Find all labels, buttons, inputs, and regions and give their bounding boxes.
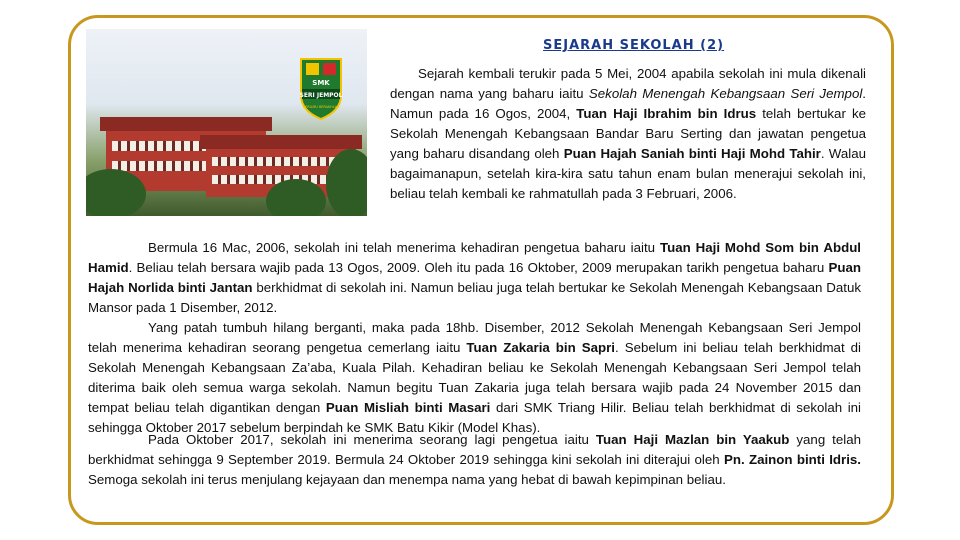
person-name: Puan Hajah Saniah binti Haji Mohd Tahir <box>563 146 821 161</box>
crest-top-text: SMK <box>312 79 330 87</box>
paragraph-4: Pada Oktober 2017, sekolah ini menerima seorang lagi pengetua iaitu Tuan Haji Mazlan bin Yaakub yang telah berkhidmat sehingga 9 September 2019. Bermula 24 Oktober 2019 sehingga kini sekolah ini diterajui oleh Pn. Zainon binti Idris. Semoga sekolah ini terus menjulang kejayaan dan menempa nama yang hebat di bawah kepimpinan beliau. <box>88 432 861 487</box>
crest-motto: BERILMU BERAKHLAK <box>302 105 340 109</box>
school-crest-icon <box>298 55 344 121</box>
building-roof-left <box>100 117 272 131</box>
person-name: Puan Hajah Norlida binti Jantan <box>88 260 861 295</box>
paragraph-3: Yang patah tumbuh hilang berganti, maka pada 18hb. Disember, 2012 Sekolah Menengah Kebangsaan Seri Jempol telah menerima kehadiran seorang pengetua cemerlang iaitu Tuan Zakaria bin Sapri. Sebelum ini beliau telah berkhidmat di Sekolah Menengah Kebangsaan Za’aba, Kuala Pilah. Kehadiran beliau ke Sekolah Menengah Kebangsaan Seri Jempol telah diterima baik oleh semua warga sekolah. Namun begitu Tuan Zakaria juga telah bersara wajib pada 24 November 2015 dan tempat beliau telah digantikan dengan Puan Misliah binti Masari dari SMK Triang Hilir. Beliau telah berkhidmat di sekolah ini sehingga Oktober 2017 sebelum berpindah ke SMK Batu Kikir (Model Khas). <box>88 320 862 435</box>
school-photo <box>86 29 367 216</box>
school-name: Sekolah Menengah Kebangsaan Seri Jempol <box>588 86 863 101</box>
person-name: Pn. Zainon binti Idris. <box>723 452 861 467</box>
person-name: Tuan Haji Ibrahim bin Idrus <box>576 106 757 121</box>
tree <box>326 149 367 216</box>
paragraph-1: Sejarah kembali terukir pada 5 Mei, 2004 apabila sekolah ini mula dikenali dengan nama yang baharu iaitu Sekolah Menengah Kebangsaan Seri Jempol. Namun pada 16 Ogos, 2004, Tuan Haji Ibrahim bin Idrus telah bertukar ke Sekolah Menengah Kebangsaan Bandar Baru Serting dan jawatan pengetua yang baharu disandang oleh Puan Hajah Saniah binti Haji Mohd Tahir. Walau bagaimanapun, setelah kira-kira satu tahun enam bulan menerajui sekolah ini, beliau telah kembali ke rahmatullah pada 3 Februari, 2006. <box>390 66 866 201</box>
person-name: Tuan Zakaria bin Sapri <box>466 340 615 355</box>
tree <box>266 179 326 216</box>
paragraph-2: Bermula 16 Mac, 2006, sekolah ini telah menerima kehadiran pengetua baharu iaitu Tuan Haji Mohd Som bin Abdul Hamid. Beliau telah bersara wajib pada 13 Ogos, 2009. Oleh itu pada 16 Oktober, 2009 merupakan tarikh pengetua baharu Puan Hajah Norlida binti Jantan berkhidmat di sekolah ini. Namun beliau juga telah bertukar ke Sekolah Menengah Kebangsaan Datuk Mansor pada 1 Disember, 2012. <box>88 240 862 315</box>
person-name: Puan Misliah binti Masari <box>325 400 491 415</box>
person-name: Tuan Haji Mohd Som bin Abdul Hamid <box>88 240 862 275</box>
page-title: SEJARAH SEKOLAH (2) <box>543 38 725 53</box>
person-name: Tuan Haji Mazlan bin Yaakub <box>595 432 790 447</box>
crest-name: SERI JEMPOL <box>299 92 343 99</box>
building-roof-right <box>200 135 362 149</box>
